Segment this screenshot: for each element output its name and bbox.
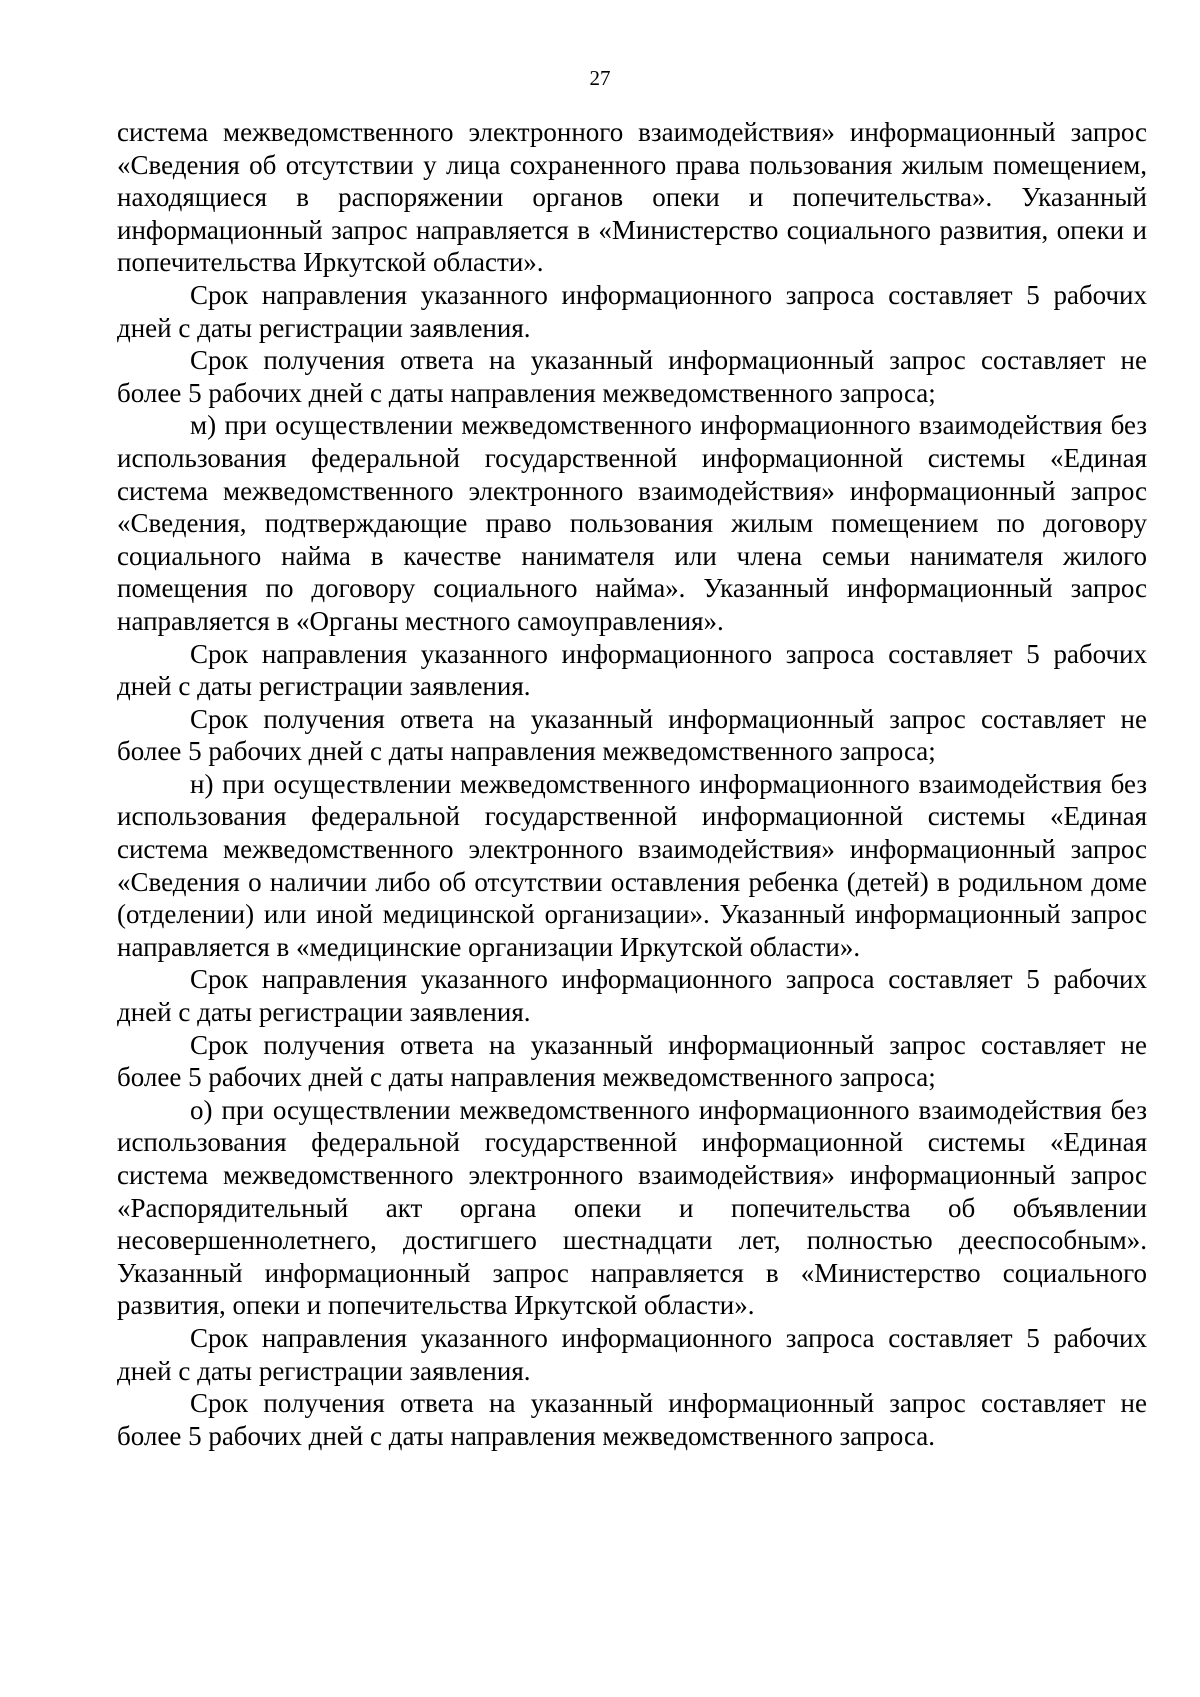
paragraph: система межведомственного электронного взаимодействия» информационный запрос «Сведения об отсутствии у лица сохраненного права пользования жилым помещением, находящиеся в распоряжении органов опеки и попечительства». Указанный информационный запрос направляется в «Министерство социального развития, опеки и попечительства Иркутской области».: [117, 117, 1147, 278]
paragraph: о) при осуществлении межведомственного информационного взаимодействия без использования федеральной государственной информационной системы «Единая система межведомственного электронного взаимодействия» информационный запрос «Распорядительный акт органа опеки и попечительства об объявлении несовершеннолетнего, достигшего шестнадцати лет, полностью дееспособным». Указанный информационный запрос направляется в «Министерство социального развития, опеки и попечительства Иркутской области».: [117, 1094, 1147, 1321]
paragraph: Срок направления указанного информационного запроса составляет 5 рабочих дней с даты регистрации заявления.: [117, 638, 1147, 702]
paragraph: Срок направления указанного информационного запроса составляет 5 рабочих дней с даты регистрации заявления.: [117, 1322, 1147, 1386]
paragraph: Срок получения ответа на указанный информационный запрос составляет не более 5 рабочих дней с даты направления межведомственного запроса.: [117, 1388, 1147, 1451]
paragraph: Срок направления указанного информационного запроса составляет 5 рабочих дней с даты регистрации заявления.: [117, 279, 1147, 343]
paragraph: м) при осуществлении межведомственного информационного взаимодействия без использования федеральной государственной информационной системы «Единая система межведомственного электронного взаимодействия» информационный запрос «Сведения, подтверждающие право пользования жилым помещением по договору социального найма в качестве нанимателя или члена семьи нанимателя жилого помещения по договору социального найма». Указанный информационный запрос направляется в «Органы местного самоуправления».: [117, 410, 1147, 636]
paragraph: Срок получения ответа на указанный информационный запрос составляет не более 5 рабочих дней с даты направления межведомственного запроса;: [117, 345, 1147, 408]
page-number: 27: [589, 66, 611, 90]
paragraph: н) при осуществлении межведомственного информационного взаимодействия без использования федеральной государственной информационной системы «Единая система межведомственного электронного взаимодействия» информационный запрос «Сведения о наличии либо об отсутствии оставления ребенка (детей) в родильном доме (отделении) или иной медицинской организации». Указанный информационный запрос направляется в «медицинские организации Иркутской области».: [117, 768, 1147, 962]
document-body: [117, 116, 1147, 1452]
paragraph: Срок получения ответа на указанный информационный запрос составляет не более 5 рабочих дней с даты направления межведомственного запроса;: [117, 703, 1147, 767]
paragraph: Срок направления указанного информационного запроса составляет 5 рабочих дней с даты регистрации заявления.: [117, 964, 1147, 1028]
paragraph: Срок получения ответа на указанный информационный запрос составляет не более 5 рабочих дней с даты направления межведомственного запроса;: [117, 1029, 1147, 1093]
